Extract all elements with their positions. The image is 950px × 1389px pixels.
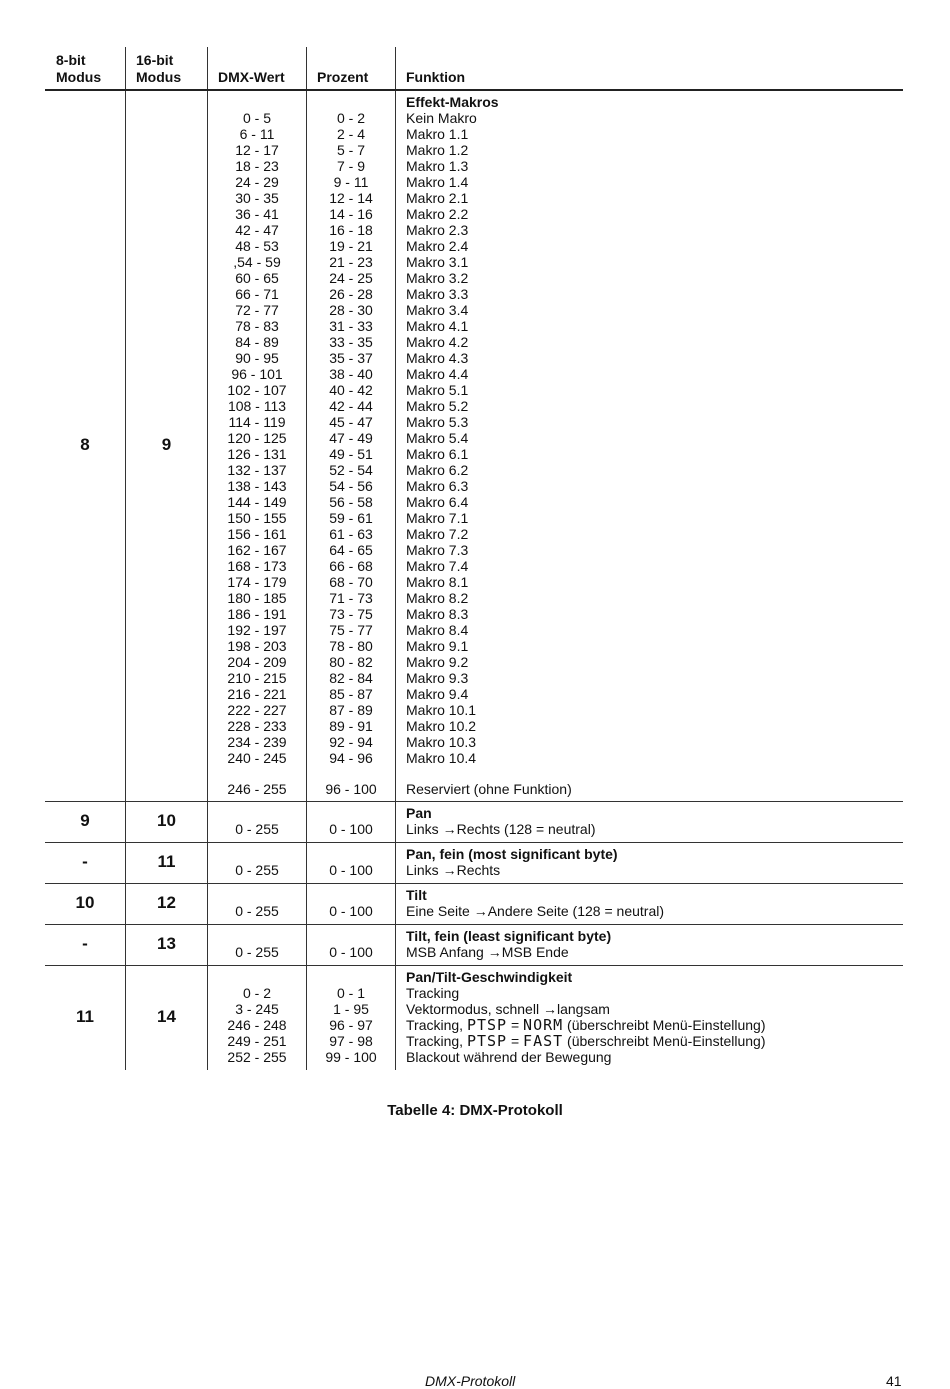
table-row-pct: 31 - 33 bbox=[329, 318, 373, 334]
table-row-pct: 49 - 51 bbox=[329, 446, 373, 462]
percent-values bbox=[307, 110, 395, 766]
table-row-func: Makro 10.1 bbox=[406, 702, 477, 718]
table-row-func: Makro 3.3 bbox=[406, 286, 469, 302]
table-row-dmx: 72 - 77 bbox=[235, 302, 279, 318]
table-row-func: Makro 1.1 bbox=[406, 126, 469, 142]
table-row-pct: 94 - 96 bbox=[329, 750, 373, 766]
table-row-pct: 40 - 42 bbox=[329, 382, 373, 398]
function-text: MSB Anfang →MSB Ende bbox=[406, 944, 569, 960]
row-divider bbox=[45, 842, 903, 843]
table-row-func: Makro 7.3 bbox=[406, 542, 469, 558]
dmx-value: 0 - 255 bbox=[235, 903, 279, 919]
table-row-dmx: 42 - 47 bbox=[235, 222, 279, 238]
table-row-func: Makro 7.2 bbox=[406, 526, 469, 542]
table-row-dmx: 216 - 221 bbox=[227, 686, 287, 702]
table-row-dmx: 60 - 65 bbox=[235, 270, 279, 286]
dmx-value: 0 - 255 bbox=[235, 944, 279, 960]
row-divider bbox=[45, 924, 903, 925]
page-number: 41 bbox=[886, 1373, 902, 1389]
table-row-dmx: 6 - 11 bbox=[239, 126, 275, 142]
table-row-dmx: 222 - 227 bbox=[227, 702, 287, 718]
table-row-func: Makro 3.4 bbox=[406, 302, 469, 318]
table-row-dmx: 102 - 107 bbox=[227, 382, 287, 398]
table-row-dmx: 84 - 89 bbox=[235, 334, 279, 350]
table-row-func: Makro 10.3 bbox=[406, 734, 477, 750]
table-row-pct: 56 - 58 bbox=[329, 494, 373, 510]
header-divider bbox=[45, 89, 903, 91]
table-row-dmx: 30 - 35 bbox=[235, 190, 279, 206]
function-title: Pan/Tilt-Geschwindigkeit bbox=[406, 969, 573, 985]
header-8bit: 8-bit Modus bbox=[56, 52, 102, 85]
table-row-pct: 38 - 40 bbox=[329, 366, 373, 382]
dmx-value: 0 - 255 bbox=[235, 862, 279, 878]
mode8-channel: 9 bbox=[80, 811, 90, 830]
header-prozent: Prozent bbox=[317, 69, 369, 85]
table-row-func: Makro 8.3 bbox=[406, 606, 469, 622]
table-row-func: Makro 6.4 bbox=[406, 494, 469, 510]
table-row-dmx: 204 - 209 bbox=[227, 654, 287, 670]
function-title: Pan bbox=[406, 805, 432, 821]
table-row-pct: 80 - 82 bbox=[329, 654, 373, 670]
table-row-dmx: 126 - 131 bbox=[227, 446, 287, 462]
table-row-pct: 26 - 28 bbox=[329, 286, 373, 302]
table-row-func: Makro 9.4 bbox=[406, 686, 469, 702]
table-row-dmx: 132 - 137 bbox=[227, 462, 287, 478]
table-row-dmx: 18 - 23 bbox=[235, 158, 279, 174]
table-row-dmx: 108 - 113 bbox=[227, 398, 287, 414]
mode8-channel: 8 bbox=[80, 435, 90, 454]
table-row-func: Kein Makro bbox=[406, 110, 477, 126]
table-row-func: Makro 1.2 bbox=[406, 142, 469, 158]
table-row-func: Makro 5.2 bbox=[406, 398, 469, 414]
table-row-dmx: 24 - 29 bbox=[235, 174, 279, 190]
percent-value: 0 - 100 bbox=[329, 903, 373, 919]
table-row-pct: 45 - 47 bbox=[329, 414, 373, 430]
table-row-func: Makro 4.3 bbox=[406, 350, 469, 366]
table-row-pct: 78 - 80 bbox=[329, 638, 373, 654]
function-text: Links →Rechts (128 = neutral) bbox=[406, 821, 596, 837]
table-row-pct: 21 - 23 bbox=[329, 254, 373, 270]
mode8-channel: 11 bbox=[76, 1007, 94, 1026]
table-row-func: Makro 9.3 bbox=[406, 670, 469, 686]
mode16-channel: 13 bbox=[157, 934, 176, 953]
function-text: Eine Seite →Andere Seite (128 = neutral) bbox=[406, 903, 664, 919]
table-row-dmx: 234 - 239 bbox=[227, 734, 287, 750]
table-row-dmx: 192 - 197 bbox=[227, 622, 287, 638]
table-row-dmx: 36 - 41 bbox=[235, 206, 279, 222]
table-row-func: Makro 5.1 bbox=[406, 382, 469, 398]
table-row-func: Makro 2.1 bbox=[406, 190, 469, 206]
table-row-func: Makro 4.4 bbox=[406, 366, 469, 382]
arrow-right-icon: → bbox=[542, 1001, 557, 1017]
arrow-right-icon: → bbox=[442, 821, 457, 837]
mode16-channel: 9 bbox=[161, 435, 172, 454]
mode16-channel: 14 bbox=[157, 1007, 176, 1026]
dmx-values bbox=[208, 110, 306, 766]
table-row-pct: 71 - 73 bbox=[329, 590, 373, 606]
table-row-func: Makro 3.1 bbox=[406, 254, 469, 270]
header-dmx-wert: DMX-Wert bbox=[218, 69, 285, 85]
table-caption: Tabelle 4: DMX-Protokoll bbox=[387, 1102, 563, 1119]
mode16-channel: 10 bbox=[157, 811, 176, 830]
function-title: Tilt, fein (least significant byte) bbox=[406, 928, 612, 944]
function-text: Reserviert (ohne Funktion) bbox=[406, 781, 572, 797]
table-row-pct: 82 - 84 bbox=[329, 670, 373, 686]
table-row-pct: 73 - 75 bbox=[329, 606, 373, 622]
dmx-values: 0 - 2 3 - 245 246 - 248 249 - 251 252 - 255 bbox=[227, 985, 287, 1065]
table-row-pct: 2 - 4 bbox=[336, 126, 365, 142]
arrow-right-icon: → bbox=[442, 862, 457, 878]
lcd-display-text: NORM bbox=[523, 1016, 564, 1034]
table-row-pct: 12 - 14 bbox=[329, 190, 373, 206]
mode16-channel: 12 bbox=[157, 893, 176, 912]
row-divider bbox=[45, 965, 903, 966]
mode8-channel: - bbox=[82, 934, 88, 953]
footer-section: DMX-Protokoll bbox=[425, 1373, 516, 1389]
arrow-right-icon: → bbox=[487, 944, 502, 960]
table-row-dmx: ,54 - 59 bbox=[233, 254, 281, 270]
table-row-pct: 35 - 37 bbox=[329, 350, 373, 366]
table-row-dmx: 162 - 167 bbox=[227, 542, 287, 558]
table-row-pct: 19 - 21 bbox=[329, 238, 373, 254]
table-row-pct: 54 - 56 bbox=[329, 478, 373, 494]
table-row-func: Makro 5.4 bbox=[406, 430, 469, 446]
table-row-dmx: 66 - 71 bbox=[235, 286, 279, 302]
table-row-func: Makro 9.2 bbox=[406, 654, 469, 670]
table-row-dmx: 12 - 17 bbox=[235, 142, 279, 158]
table-row-dmx: 228 - 233 bbox=[227, 718, 287, 734]
table-row-pct: 5 - 7 bbox=[336, 142, 365, 158]
table-row-pct: 92 - 94 bbox=[329, 734, 373, 750]
mode16-channel: 11 bbox=[157, 852, 176, 871]
table-row-dmx: 144 - 149 bbox=[227, 494, 287, 510]
percent-value: 0 - 100 bbox=[329, 944, 373, 960]
lcd-display-text: FAST bbox=[523, 1032, 564, 1050]
percent-value: 96 - 100 bbox=[325, 781, 377, 797]
percent-values: 0 - 1 1 - 95 96 - 97 97 - 98 99 - 100 bbox=[325, 985, 377, 1065]
lcd-display-text: PTSP bbox=[466, 1016, 508, 1034]
table-row-pct: 47 - 49 bbox=[329, 430, 373, 446]
table-row-pct: 28 - 30 bbox=[329, 302, 373, 318]
table-row-pct: 0 - 2 bbox=[336, 110, 365, 126]
table-row-func: Makro 8.4 bbox=[406, 622, 469, 638]
table-row-func: Makro 1.3 bbox=[406, 158, 469, 174]
dmx-value: 0 - 255 bbox=[235, 821, 279, 837]
table-row-pct: 68 - 70 bbox=[329, 574, 373, 590]
table-row-func: Makro 7.1 bbox=[406, 510, 469, 526]
table-row-dmx: 240 - 245 bbox=[227, 750, 287, 766]
table-row-func: Makro 2.2 bbox=[406, 206, 469, 222]
table-row-dmx: 210 - 215 bbox=[227, 670, 287, 686]
table-row-dmx: 198 - 203 bbox=[227, 638, 287, 654]
table-row-func: Makro 2.3 bbox=[406, 222, 469, 238]
table-row-dmx: 186 - 191 bbox=[227, 606, 287, 622]
column-divider bbox=[395, 47, 396, 1070]
table-row-dmx: 120 - 125 bbox=[227, 430, 287, 446]
header-funktion: Funktion bbox=[406, 69, 466, 85]
table-row-dmx: 0 - 5 bbox=[242, 110, 271, 126]
table-row-dmx: 168 - 173 bbox=[227, 558, 287, 574]
table-row-func: Makro 10.2 bbox=[406, 718, 477, 734]
row-divider bbox=[45, 801, 903, 802]
header-16bit: 16-bit Modus bbox=[136, 52, 182, 85]
mode8-channel: 10 bbox=[75, 893, 95, 912]
table-row-dmx: 150 - 155 bbox=[227, 510, 287, 526]
table-row-pct: 42 - 44 bbox=[329, 398, 373, 414]
table-row-func: Makro 6.2 bbox=[406, 462, 469, 478]
table-row-dmx: 138 - 143 bbox=[227, 478, 287, 494]
percent-value: 0 - 100 bbox=[329, 862, 373, 878]
table-row-dmx: 156 - 161 bbox=[227, 526, 287, 542]
table-row-dmx: 96 - 101 bbox=[231, 366, 283, 382]
table-row-func: Makro 3.2 bbox=[406, 270, 469, 286]
table-row-dmx: 114 - 119 bbox=[228, 414, 286, 430]
table-row-pct: 89 - 91 bbox=[329, 718, 373, 734]
dmx-value: 246 - 255 bbox=[227, 781, 287, 797]
table-row-pct: 9 - 11 bbox=[333, 174, 369, 190]
table-row-func: Makro 4.1 bbox=[406, 318, 469, 334]
function-values: Tracking Vektormodus, schnell →langsam Tracking, PTSP = NORM (überschreibt Menü-Einstellung) Tracking, PTSP = FAST (überschreibt Menü-Einstellung) Blackout während der Bewegung bbox=[406, 985, 766, 1065]
function-values bbox=[406, 110, 477, 766]
table-row-pct: 16 - 18 bbox=[329, 222, 373, 238]
table-row-func: Makro 2.4 bbox=[406, 238, 469, 254]
table-row-dmx: 90 - 95 bbox=[235, 350, 279, 366]
table-row-pct: 59 - 61 bbox=[329, 510, 373, 526]
arrow-right-icon: → bbox=[473, 903, 488, 919]
table-row-dmx: 48 - 53 bbox=[235, 238, 279, 254]
table-row-pct: 64 - 65 bbox=[329, 542, 373, 558]
table-row-pct: 24 - 25 bbox=[329, 270, 373, 286]
table-row-dmx: 180 - 185 bbox=[227, 590, 287, 606]
table-row-dmx: 174 - 179 bbox=[227, 574, 287, 590]
table-row-func: Makro 10.4 bbox=[406, 750, 477, 766]
table-row-func: Makro 6.3 bbox=[406, 478, 469, 494]
table-row-func: Makro 8.2 bbox=[406, 590, 469, 606]
function-title: Tilt bbox=[406, 887, 427, 903]
table-row-func: Makro 7.4 bbox=[406, 558, 469, 574]
table-row-pct: 14 - 16 bbox=[329, 206, 373, 222]
table-row-pct: 66 - 68 bbox=[329, 558, 373, 574]
function-title: Effekt-Makros bbox=[406, 94, 499, 110]
function-title: Pan, fein (most significant byte) bbox=[406, 846, 618, 862]
table-row-pct: 33 - 35 bbox=[329, 334, 373, 350]
table-row-dmx: 78 - 83 bbox=[235, 318, 279, 334]
row-divider bbox=[45, 883, 903, 884]
table-row-pct: 87 - 89 bbox=[329, 702, 373, 718]
table-row-func: Makro 6.1 bbox=[406, 446, 469, 462]
table-row-func: Makro 9.1 bbox=[406, 638, 469, 654]
mode8-channel: - bbox=[82, 852, 88, 871]
table-row-func: Makro 5.3 bbox=[406, 414, 469, 430]
lcd-display-text: PTSP bbox=[466, 1032, 508, 1050]
column-divider bbox=[125, 47, 126, 1070]
table-row-pct: 75 - 77 bbox=[329, 622, 373, 638]
table-row-pct: 7 - 9 bbox=[336, 158, 365, 174]
percent-value: 0 - 100 bbox=[329, 821, 373, 837]
table-row-func: Makro 4.2 bbox=[406, 334, 469, 350]
table-row-pct: 61 - 63 bbox=[329, 526, 373, 542]
table-row-pct: 85 - 87 bbox=[329, 686, 373, 702]
table-row-pct: 52 - 54 bbox=[329, 462, 373, 478]
table-row-func: Makro 1.4 bbox=[406, 174, 469, 190]
table-row-func: Makro 8.1 bbox=[406, 574, 469, 590]
function-text: Links →Rechts bbox=[406, 862, 501, 878]
